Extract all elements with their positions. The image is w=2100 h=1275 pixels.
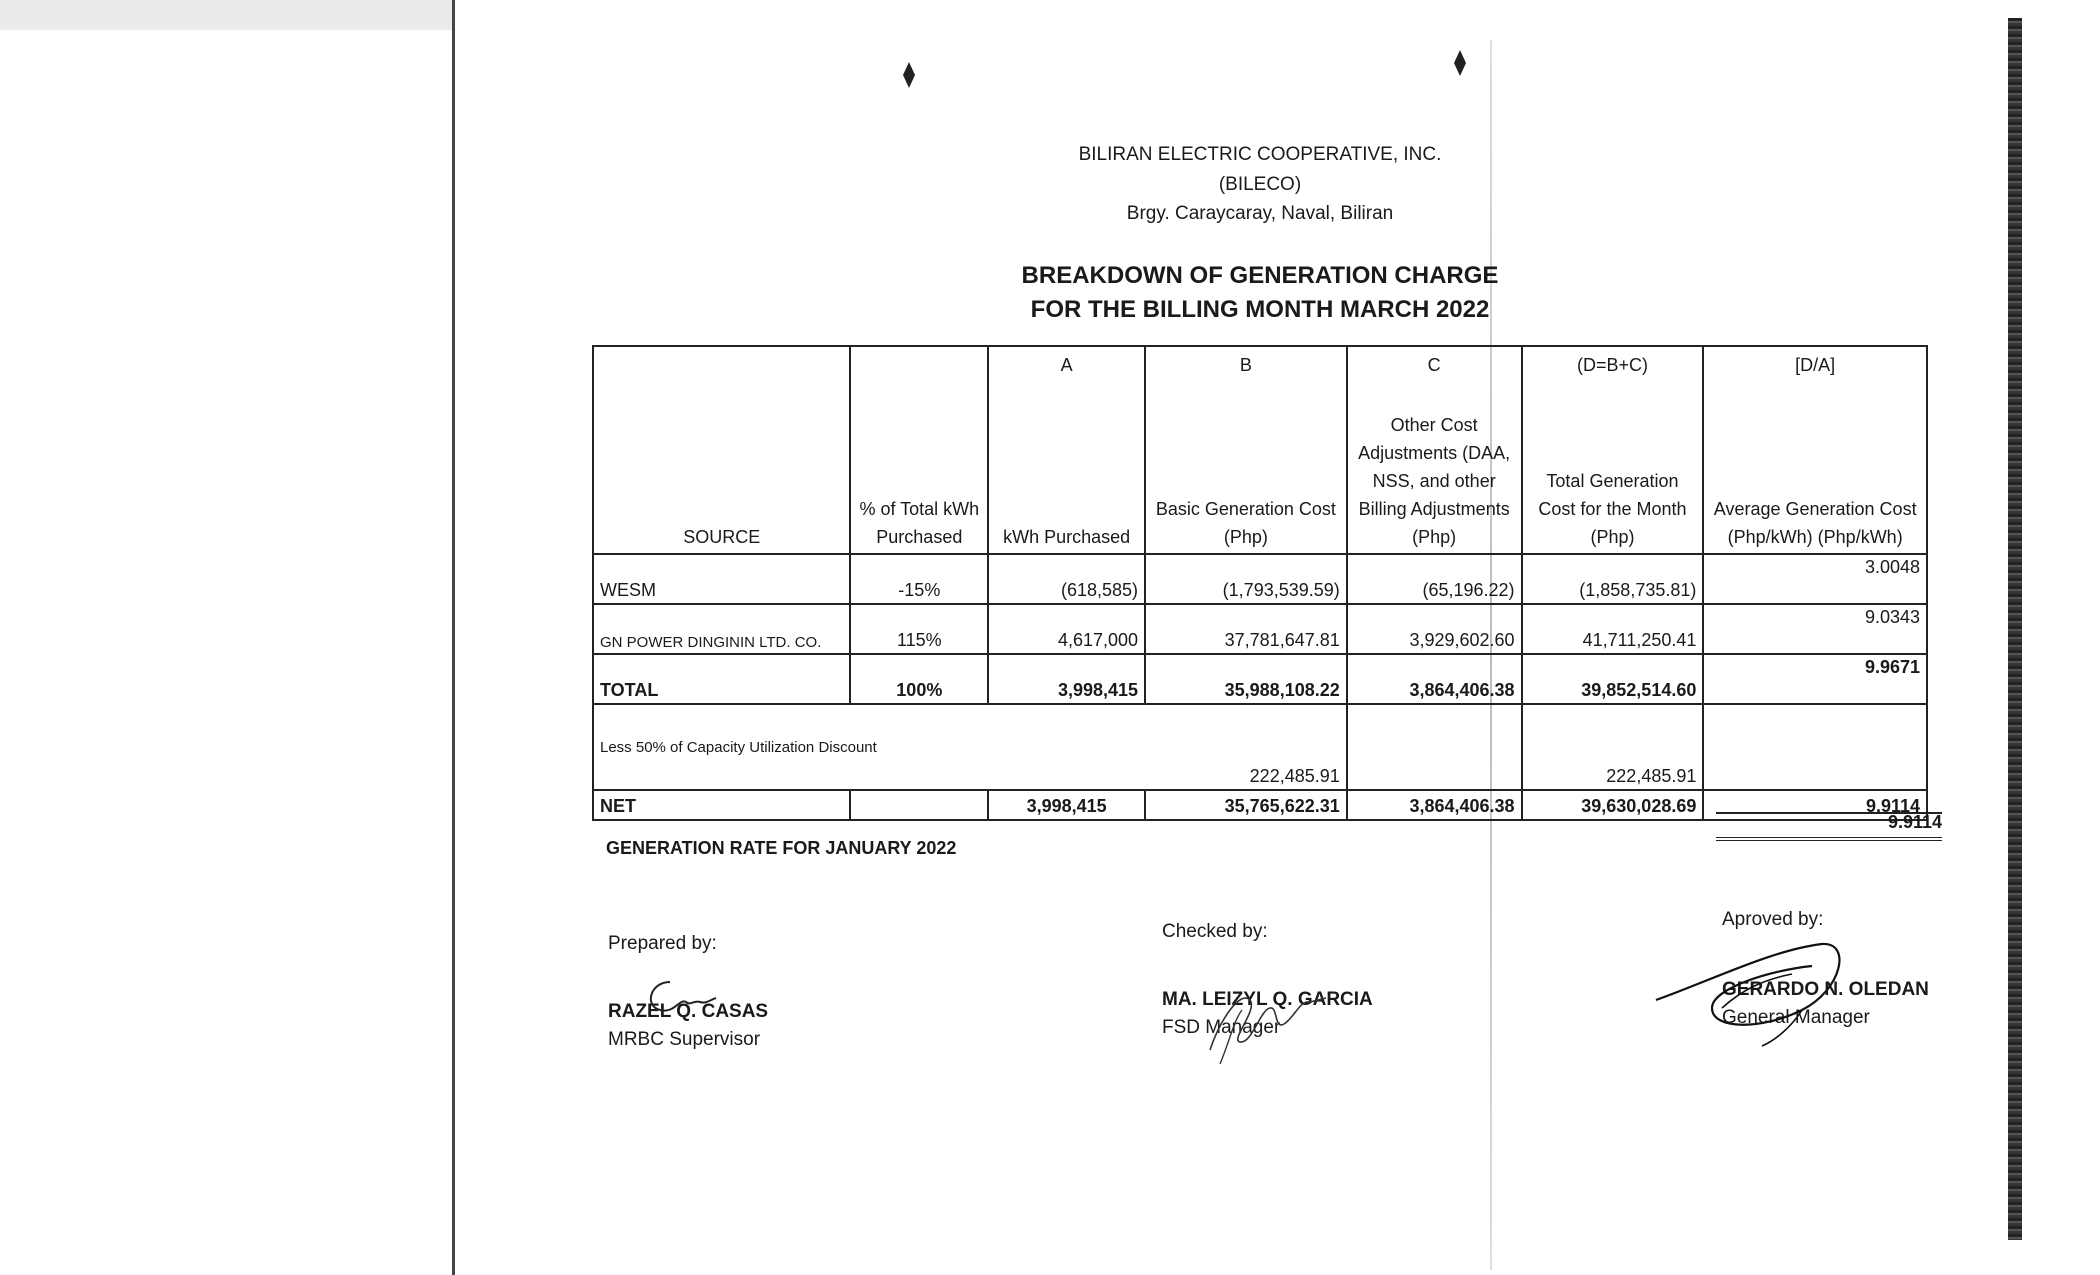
checked-by-label: Checked by: xyxy=(1162,921,1268,942)
approved-signature xyxy=(1652,930,1862,1050)
cell-kwh: 3,998,415 xyxy=(988,790,1145,820)
cell-source: WESM xyxy=(593,554,850,604)
prepared-signature xyxy=(640,976,720,1022)
cell-avg: 9.9114 xyxy=(1703,790,1927,820)
cell-source: GN POWER DINGININ LTD. CO. xyxy=(593,604,850,654)
cell-kwh: 3,998,415 xyxy=(988,654,1145,704)
cell-pct-empty xyxy=(850,790,988,820)
col-header-basic: B Basic Generation Cost (Php) xyxy=(1145,346,1347,554)
cell-total: 41,711,250.41 xyxy=(1522,604,1704,654)
col-header-avg: [D/A] Average Generation Cost (Php/kWh) (Php/kWh) xyxy=(1703,346,1927,554)
prepared-by-title: MRBC Supervisor xyxy=(608,1029,761,1050)
approved-by-label: Aproved by: xyxy=(1722,909,1824,930)
discount-total: 222,485.91 xyxy=(1522,704,1704,790)
table-row xyxy=(593,554,1927,604)
col-header-pct: % of Total kWh Purchased xyxy=(850,346,988,554)
cell-total: 39,630,028.69 xyxy=(1522,790,1704,820)
approved-by-title: General Manager xyxy=(1722,1007,1870,1028)
col-header-other: C Other Cost Adjustments (DAA, NSS, and other Billing Adjustments (Php) xyxy=(1347,346,1522,554)
discount-other-empty xyxy=(1347,704,1522,790)
cell-kwh: (618,585) xyxy=(988,554,1145,604)
cell-basic: 35,988,108.22 xyxy=(1145,654,1347,704)
approved-by-name: GERARDO N. OLEDAN xyxy=(1722,979,1929,1000)
col-header-total: (D=B+C) Total Generation Cost for the Month (Php) xyxy=(1522,346,1704,554)
cell-other: (65,196.22) xyxy=(1347,554,1522,604)
discount-row xyxy=(593,704,1927,790)
cell-basic: (1,793,539.59) xyxy=(1145,554,1347,604)
table-row xyxy=(593,604,1927,654)
discount-label: Less 50% of Capacity Utilization Discount xyxy=(593,704,1145,790)
table-header-row xyxy=(593,346,1927,554)
generation-rate-label: GENERATION RATE FOR JANUARY 2022 xyxy=(606,838,957,858)
generation-charge-table xyxy=(592,345,1928,821)
discount-basic: 222,485.91 xyxy=(1145,704,1347,790)
checked-by-name: MA. LEIZYL Q. GARCIA xyxy=(1162,989,1373,1010)
generation-rate-value: 9.9114 xyxy=(1716,812,1942,841)
cell-basic: 35,765,622.31 xyxy=(1145,790,1347,820)
checked-signature xyxy=(1190,980,1330,1070)
cell-pct: 100% xyxy=(850,654,988,704)
checked-by-title: FSD Manager xyxy=(1162,1017,1281,1038)
total-row xyxy=(593,654,1927,704)
cell-source: NET xyxy=(593,790,850,820)
cell-avg: 3.0048 xyxy=(1703,554,1927,604)
cell-basic: 37,781,647.81 xyxy=(1145,604,1347,654)
cell-other: 3,929,602.60 xyxy=(1347,604,1522,654)
cell-pct: 115% xyxy=(850,604,988,654)
cell-avg: 9.0343 xyxy=(1703,604,1927,654)
discount-avg-empty xyxy=(1703,704,1927,790)
col-header-kwh: A kWh Purchased xyxy=(988,346,1145,554)
col-header-source: SOURCE xyxy=(593,346,850,554)
org-abbrev: (BILECO) xyxy=(1218,174,1302,195)
cell-source: TOTAL xyxy=(593,654,850,704)
doc-title-line2: FOR THE BILLING MONTH MARCH 2022 xyxy=(1030,296,1490,323)
cell-total: 39,852,514.60 xyxy=(1522,654,1704,704)
prepared-by-name: RAZEL Q. CASAS xyxy=(608,1001,769,1022)
cell-avg: 9.9671 xyxy=(1703,654,1927,704)
org-address: Brgy. Caraycaray, Naval, Biliran xyxy=(1126,203,1394,224)
cell-other: 3,864,406.38 xyxy=(1347,790,1522,820)
org-name: BILIRAN ELECTRIC COOPERATIVE, INC. xyxy=(1078,144,1442,165)
cell-kwh: 4,617,000 xyxy=(988,604,1145,654)
cell-other: 3,864,406.38 xyxy=(1347,654,1522,704)
cell-pct: -15% xyxy=(850,554,988,604)
doc-title-line1: BREAKDOWN OF GENERATION CHARGE xyxy=(1021,262,1499,289)
scan-right-edge xyxy=(2008,18,2022,1240)
cell-total: (1,858,735.81) xyxy=(1522,554,1704,604)
prepared-by-label: Prepared by: xyxy=(608,933,717,954)
